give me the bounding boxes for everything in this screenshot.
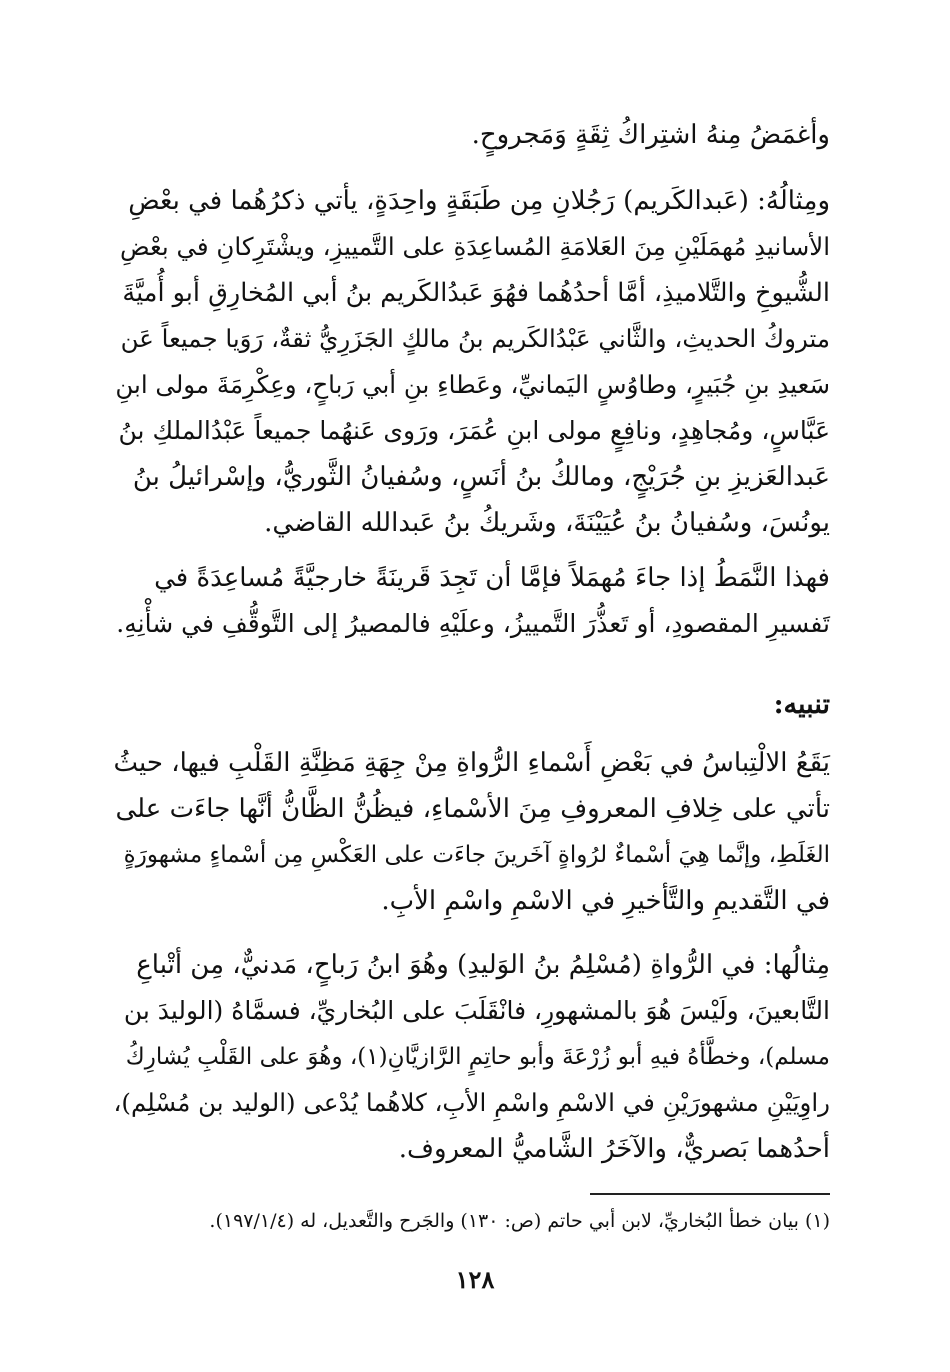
conclusion-paragraph [112,555,830,647]
page-number: ١٢٨ [455,1265,495,1294]
paragraph-line: الشُّيوخِ والتَّلاميذِ، أمَّا أحدُهُما فهُوَ عَبدُالكَريم بنُ أبي المُخارِقِ أبو أُميَّةَ [122,278,830,308]
paragraph-line: عَبدالعَزيزِ بنِ جُرَيْجٍ، ومالكُ بنُ أنَسٍ، وسُفيانُ الثَّوريُّ، وإسْرائيلُ بنُ [132,462,830,492]
paragraph-line: مِثالُها: في الرُّواةِ (مُسْلِمُ بنُ الوَليدِ) وهُوَ ابنُ رَباحٍ، مَدنيٌّ، مِن أتْباعِ [136,950,830,980]
paragraph-line: راوِيَيْنِ مشهورَيْنِ في الاسْمِ واسْمِ الأبِ، كلاهُما يُدْعى (الوليد بن مُسْلِم)، [113,1088,830,1117]
paragraph-line: يَقَعُ الالْتِباسُ في بَعْضِ أَسْماءِ الرُّواةِ مِنْ جِهَةِ مَظِنَّةِ القَلْبِ فيها، حيثُ [113,748,830,778]
paragraph-line: الأسانيدِ مُهمَلَيْنِ مِنَ العَلامَةِ المُساعِدَةِ على التَّمييزِ، ويشْتَرِكانِ في بعْضِ [120,232,830,261]
paragraph-line: ومِثالُهُ: (عَبدالكَريم) رَجُلانِ مِن طَبَقَةٍ واحِدَةٍ، يأتي ذكرُهُما في بعْضِ [128,186,830,216]
paragraph-line: في التَّقديمِ والتَّأخيرِ في الاسْمِ واسْمِ الأبِ. [381,886,830,916]
paragraph-line: يونُسَ، وسُفيانُ بنُ عُيَيْنَةَ، وشَريكُ بنُ عَبدالله القاضي. [264,508,830,538]
footnote-divider [590,1193,830,1195]
paragraph-line: تأتي على خِلافِ المعروفِ مِنَ الأسْماءِ، فيظُنُّ الظَّانُّ أنَّها جاءَت على [115,794,830,824]
paragraph-line: التَّابعينَ، ولَيْسَ هُوَ بالمشهورِ، فانْقَلَبَ على البُخاريِّ، فسمَّاهُ (الوليدَ بن [123,996,830,1025]
paragraph-line: متروكُ الحديثِ، والثَّاني عَبْدُالكَريم بنُ مالكٍ الجَزَرِيُّ ثقةٌ، رَوَيا جميعاً عَن [120,324,830,353]
paragraph-line: فهذا النَّمَطُ إذا جاءَ مُهمَلاً فإمَّا أن تَجِدَ قَرينَةً خارجيَّةً مُساعِدَةً في [154,563,830,593]
footnote: (١) بيان خطأ البُخاريِّ، لابن أبي حاتم (ص: ١٣٠) والجَرح والتَّعديل، له (١٩٧/١/٤). [209,1210,830,1232]
paragraph-line: عَبَّاسٍ، ومُجاهِدٍ، ونافِعٍ مولى ابنِ عُمَرَ، ورَوى عَنهُما جميعاً عَبْدُالملكِ بنُ [118,416,830,445]
intro-paragraph [112,112,830,158]
paragraph-line: مسلم)، وخطَّأهُ فيهِ أبو زُرْعَةَ وأبو حاتِمٍ الرَّازيَّانِ(١)، وهُوَ على القَلْبِ يُشارِكُ [125,1044,830,1070]
example-abdulkarim-paragraph [112,178,830,546]
paragraph-line: تَفسيرِ المقصودِ، أو تَعذُّرَ التَّمييزُ، وعلَيْهِ فالمصيرُ إلى التَّوقُّفِ في شأْنِهِ. [116,609,830,638]
notice-heading: تنبيه: [773,689,830,720]
example-muslim-paragraph [112,942,830,1172]
paragraph-line: أحدُهما بَصريٌّ، والآخَرُ الشَّاميُّ المعروف. [398,1134,830,1164]
paragraph-line: الغَلَطِ، وإنَّما هِيَ أسْماءٌ لرُواةٍ آخَرينَ جاءَت على العَكْسِ مِن أسْماءٍ مشهورَةٍ [123,842,830,868]
notice-paragraph [112,740,830,924]
paragraph-line: سَعيدِ بنِ جُبَيرٍ، وطاوُسٍ اليَمانيِّ، وعَطاءِ بنِ أبي رَباحٍ، وعِكْرِمَةَ مولى ابنِ [115,370,830,399]
intro-line: وأغمَضُ مِنهُ اشتِراكُ ثِقَةٍ وَمَجروحٍ. [471,120,830,150]
